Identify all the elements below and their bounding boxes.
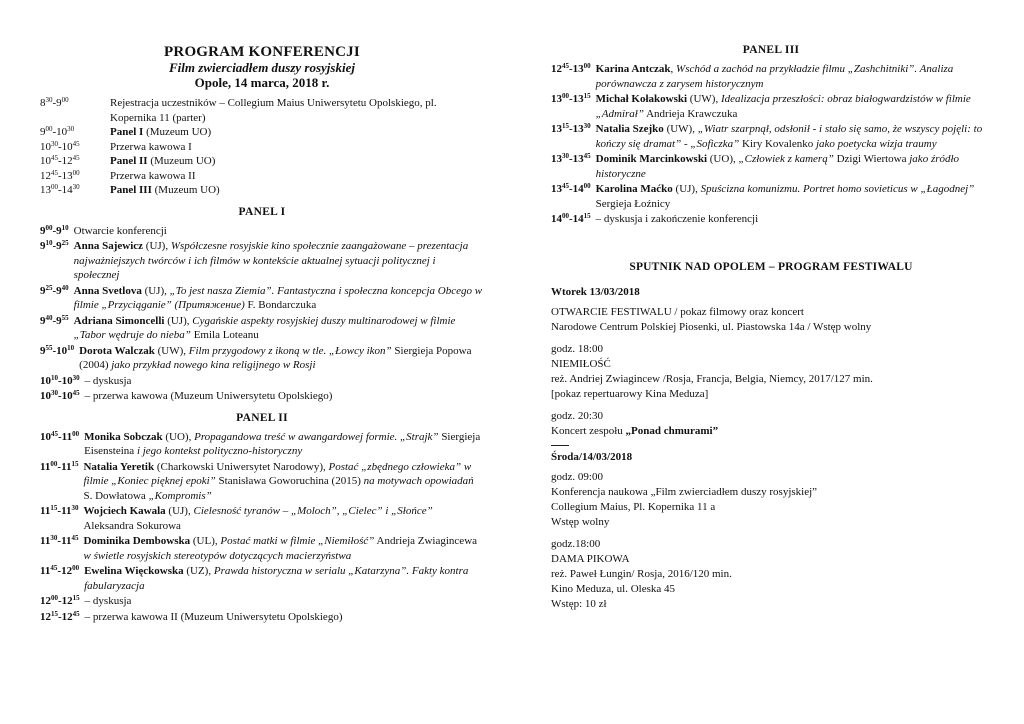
time-range: $10^{45}-12^{45}$ [40,154,80,167]
talk-text: Dominika Dembowska (UL), Postać matki w filmie „Niemiłość” Andrieja Zwiagincewa w świetle rosyjskich stereotypów dotyczących macierzyństwa [83,535,478,562]
time-range: $9^{10}-9^{25}$ [40,239,69,252]
schedule-row [40,125,484,140]
conference-place-date: Opole, 14 marca, 2018 r. [194,75,330,90]
talk-text: – przerwa kawowa (Muzeum Uniwersytetu Opolskiego) [84,390,333,402]
festival-line: OTWARCIE FESTIWALU / pokaz filmowy oraz koncert [551,305,804,318]
time-range: $11^{45}-12^{00}$ [40,564,80,577]
talk-row [40,534,484,563]
talk-text: Otwarcie konferencji [73,224,167,237]
festival-title: SPUTNIK NAD OPOLEM – PROGRAM FESTIWALU [629,260,913,273]
talk-row [551,152,991,181]
festival-concert: Koncert zespołu „Ponad chmurami” [551,424,719,437]
talk-row [551,122,991,151]
talk-text: – dyskusja i zakończenie konferencji [595,213,759,225]
time-range: $10^{45}-11^{00}$ [40,429,80,443]
conference-subtitle: Film zwierciadłem duszy rosyjskiej [169,60,355,75]
time-range: $14^{00}-14^{15}$ [551,212,591,225]
time-range: $9^{00}-10^{30}$ [40,125,75,138]
time-range: $11^{00}-11^{15}$ [40,459,79,473]
talk-text: – dyskusja [84,374,132,387]
festival-line: Wstęp wolny [551,515,610,528]
talk-row [40,374,484,389]
talk-text: – dyskusja [84,595,132,607]
panel3-heading: PANEL III [742,44,800,56]
talk-row [40,504,484,533]
talk-text: Ewelina Więckowska (UZ), Prawda historyczna w serialu „Katarzyna”. Fakty kontra fabularyzacja [84,565,469,592]
schedule-text: Przerwa kawowa I [110,140,192,153]
talk-text: Karina Antczak, Wschód a zachód na przykładzie filmu „Zashchitniki”. Analiza porównawcza z zarysem historycznym [595,63,954,90]
time-range: $12^{45}-13^{00}$ [40,168,80,182]
talk-text: Adriana Simoncelli (UJ), Cygańskie aspekty rosyjskiej duszy multinarodowej w filmie „Tabor wędruje do nieba” Emila Loteanu [73,314,456,341]
talk-row [40,430,484,459]
schedule-text: Panel I (Muzeum UO) [110,126,212,138]
time-range: $13^{30}-13^{45}$ [551,152,591,165]
talk-row [40,284,484,313]
right-column [551,0,991,612]
talk-text: Anna Svetlova (UJ), „To jest nasza Ziemia”. Fantastyczna i społeczna koncepcja Obcego w filmie „Przyciąganie” (Притяжение) F. Bondarczuka [73,284,483,311]
talk-text: Natalia Szejko (UW), „Wiatr szarpnął, odsłonił - i stało się samo, że wszyscy pojęli: to kończy się dramat” - „Soficzka” Kiry Kovalenko jako poetycka wizja traumy [595,123,983,150]
schedule-row [40,183,484,198]
talk-text: Natalia Yeretik (Charkowski Uniwersytet Narodowy), Postać „zbędnego człowieka” w filmie „Koniec pięknej epoki” Stanisława Goworuchina (2015) na motywach opowiadań S. Dowłatowa „Kompromis” [83,460,474,502]
time-range: $13^{00}-13^{15}$ [551,92,591,105]
schedule-text: Przerwa kawowa II [110,169,196,182]
time-range: $9^{40}-9^{55}$ [40,313,69,327]
separator-line [551,445,569,446]
conference-title: PROGRAM KONFERENCJI [164,44,360,60]
talk-text: Karolina Maćko (UJ), Spuścizna komunizmu. Portret homo sovieticus w „Łagodnej” Sergieja Łoźnicy [595,183,975,210]
festival-line: Konferencja naukowa „Film zwierciadłem duszy rosyjskiej” [551,485,818,498]
festival-line: reż. Andriej Zwiagincew /Rosja, Francja, Belgia, Niemcy, 2017/127 min. [551,372,873,385]
schedule-row [40,169,484,184]
schedule-row [40,140,484,155]
festival-line: Collegium Maius, Pl. Kopernika 11 a [551,500,716,513]
talk-text: Wojciech Kawala (UJ), Cielesność tyranów – „Moloch”, „Cielec” i „Słońce” Aleksandra Sokurowa [83,505,433,532]
festival-film-title: NIEMIŁOŚĆ [551,357,611,370]
talk-row [551,182,991,211]
talk-row [551,212,991,227]
festival-line: reż. Paweł Łungin/ Rosja, 2016/120 min. [551,567,732,580]
time-range: $13^{15}-13^{30}$ [551,122,591,135]
time-range: $12^{15}-12^{45}$ [40,609,80,623]
talk-row [40,344,484,373]
schedule-text: Rejestracja uczestników – Collegium Maius Uniwersytetu Opolskiego, pl. Kopernika 11 (parter) [110,97,437,124]
festival-line: Kino Meduza, ul. Oleska 45 [551,582,676,595]
time-range: $11^{15}-11^{30}$ [40,504,79,517]
talk-row [40,239,484,283]
time-range: $13^{45}-14^{00}$ [551,182,591,195]
festival-time: godz. 20:30 [551,409,603,422]
talk-text: Anna Sajewicz (UJ), Współczesne rosyjskie kino społecznie zaangażowane – prezentacja najważniejszych twórców i ich filmów w kontekście aktualnej sytuacji politycznej i społecznej [73,240,469,281]
schedule-row [40,96,484,125]
time-range: $13^{00}-14^{30}$ [40,183,80,196]
festival-time: godz. 18:00 [551,342,603,355]
talk-row [551,92,991,121]
festival-line: Wstęp: 10 zł [551,597,607,610]
time-range: $9^{00}-9^{10}$ [40,223,69,237]
panel2-heading: PANEL II [236,411,288,424]
schedule-overview [40,96,484,198]
talk-row [40,594,484,609]
talk-text: Dominik Marcinkowski (UO), „Człowiek z kamerą” Dzigi Wiertowa jako źródło historyczne [595,153,960,180]
time-range: $12^{45}-13^{00}$ [551,62,591,75]
time-range: $12^{00}-12^{15}$ [40,594,80,607]
festival-line: Narodowe Centrum Polskiej Piosenki, ul. Piastowska 14a / Wstęp wolny [551,320,872,333]
festival-film-title: DAMA PIKOWA [551,552,630,565]
panel1-heading: PANEL I [238,205,286,218]
talk-text: – przerwa kawowa II (Muzeum Uniwersytetu Opolskiego) [84,610,343,623]
time-range: $10^{30}-10^{45}$ [40,139,80,153]
panel1-list [40,224,484,404]
festival-day-1: Wtorek 13/03/2018 [551,285,640,298]
talk-text: Michał Kołakowski (UW), Idealizacja przeszłości: obraz białogwardzistów w filmie „Admirał” Andrieja Krawczuka [595,93,971,120]
talk-row [40,389,484,404]
talk-row [551,62,991,91]
time-range: $11^{30}-11^{45}$ [40,534,79,547]
talk-row [40,224,484,239]
time-range: $10^{10}-10^{30}$ [40,373,80,387]
talk-row [40,564,484,593]
left-column [40,0,484,625]
festival-line: [pokaz repertuarowy Kina Meduza] [551,387,709,400]
schedule-text: Panel II (Muzeum UO) [110,155,216,167]
talk-row [40,314,484,343]
festival-time: godz. 09:00 [551,470,603,483]
panel3-list [551,62,991,227]
schedule-row [40,154,484,169]
time-range: $8^{30}-9^{00}$ [40,96,69,109]
panel2-list [40,430,484,625]
talk-text: Monika Sobczak (UO), Propagandowa treść w awangardowej formie. „Strajk” Siergieja Eisensteina i jego kontekst polityczno-historyczny [84,430,481,457]
festival-time: godz.18:00 [551,537,601,550]
talk-row [40,460,484,504]
time-range: $9^{55}-10^{10}$ [40,343,75,357]
festival-day-2: Środa/14/03/2018 [551,450,633,463]
time-range: $10^{30}-10^{45}$ [40,389,80,402]
talk-row [40,610,484,625]
schedule-text: Panel III (Muzeum UO) [110,184,220,196]
talk-text: Dorota Walczak (UW), Film przygodowy z ikoną w tle. „Łowcy ikon” Siergieja Popowa (2004) jako przykład nowego kina religijnego w Rosji [79,344,472,371]
time-range: $9^{25}-9^{40}$ [40,283,69,297]
